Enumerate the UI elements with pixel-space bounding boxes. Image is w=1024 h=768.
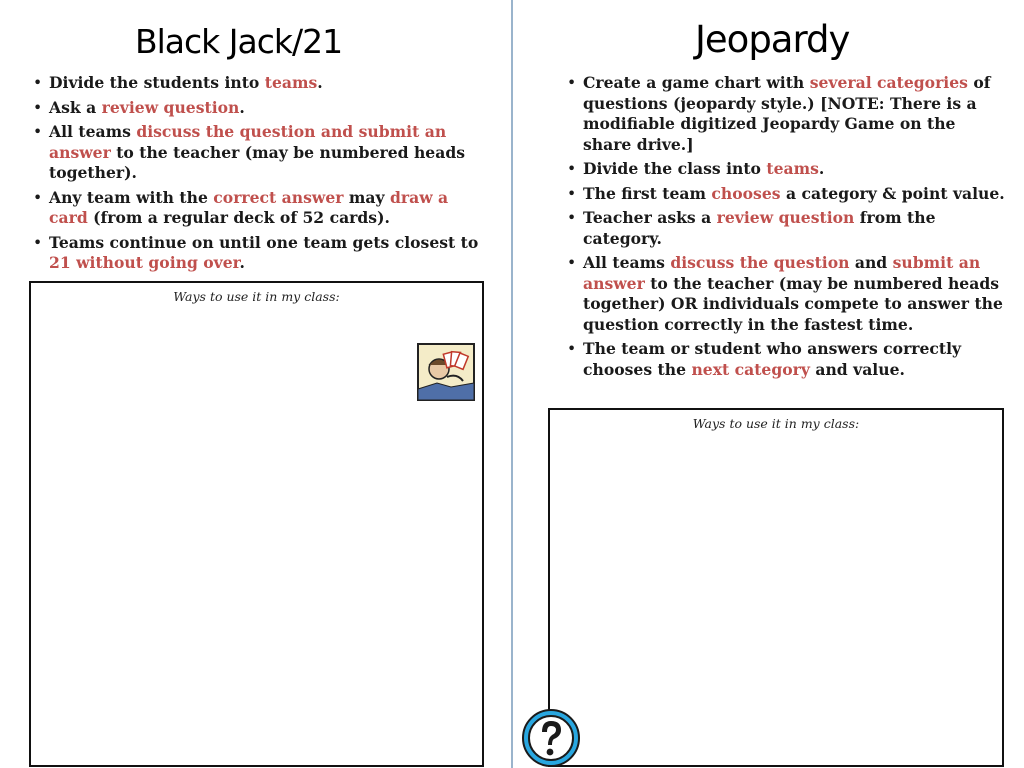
- jeopardy-title: Jeopardy: [695, 18, 850, 61]
- bullet-text: Teacher asks a: [583, 208, 717, 227]
- bullet-text: Divide the students into: [49, 73, 265, 92]
- instruction-bullet: [31, 188, 491, 229]
- bullet-text: .: [239, 253, 245, 272]
- bullet-text: Divide the class into: [583, 159, 767, 178]
- highlighted-phrase: chooses: [711, 183, 781, 203]
- instruction-bullet: [31, 73, 491, 94]
- playing-cards-clipart-icon: [417, 343, 475, 401]
- bullet-text: of questions (jeopardy style.) [NOTE: There is a modifiable digitized Jeopardy Game on the share drive.]: [583, 73, 991, 154]
- bullet-text: from the category.: [583, 208, 936, 248]
- jeopardy-instructions: [565, 73, 1005, 384]
- instruction-bullet: [565, 184, 1005, 205]
- bullet-text: All teams: [49, 122, 137, 141]
- highlighted-phrase: review question: [716, 208, 855, 227]
- bullet-text: .: [317, 73, 323, 92]
- instruction-bullet: [565, 73, 1005, 155]
- blackjack-notes-box[interactable]: [29, 281, 484, 767]
- bullet-text: .: [818, 159, 825, 178]
- jeopardy-notes-label: Ways to use it in my class:: [692, 416, 860, 431]
- bullet-text: All teams: [583, 253, 671, 272]
- bullet-text: (from a regular deck of 52 cards).: [87, 208, 390, 227]
- instruction-bullet: [565, 339, 1005, 380]
- question-mark-help-icon[interactable]: [521, 707, 581, 767]
- column-divider: [511, 0, 513, 768]
- instruction-bullet: [31, 122, 491, 184]
- bullet-text: Create a game chart with: [583, 73, 810, 92]
- instruction-bullet: [565, 253, 1005, 335]
- jeopardy-notes-box[interactable]: [548, 408, 1004, 767]
- bullet-text: The team or student who answers correctly chooses the: [583, 339, 962, 379]
- blackjack-title: Black Jack/21: [135, 22, 343, 61]
- highlighted-phrase: several categories: [809, 73, 968, 92]
- instruction-bullet: [565, 159, 1005, 180]
- blackjack-instructions: [31, 73, 491, 278]
- instruction-bullet: [565, 208, 1005, 249]
- highlighted-phrase: teams: [264, 73, 318, 92]
- bullet-text: Any team with the: [49, 187, 214, 207]
- highlighted-phrase: review question: [101, 97, 240, 117]
- highlighted-phrase: teams: [766, 159, 819, 178]
- highlighted-phrase: 21 without going over: [49, 253, 240, 272]
- bullet-text: to the teacher (may be numbered heads together) OR individuals compete to answer the question correctly in the fastest time.: [583, 273, 1003, 334]
- highlighted-phrase: submit an answer: [583, 253, 981, 293]
- highlighted-phrase: discuss the question: [670, 253, 850, 272]
- bullet-text: Teams continue on until one team gets closest to: [49, 232, 479, 252]
- bullet-text: may: [343, 187, 390, 207]
- highlighted-phrase: next category: [691, 359, 810, 379]
- bullet-text: The first team: [583, 183, 712, 203]
- bullet-text: and value.: [809, 359, 905, 379]
- bullet-text: and: [849, 253, 893, 272]
- highlighted-phrase: discuss the question and submit an answer: [49, 122, 447, 162]
- instruction-bullet: [31, 98, 491, 119]
- instruction-bullet: [31, 233, 491, 274]
- bullet-text: a category & point value.: [780, 183, 1005, 203]
- blackjack-notes-label: Ways to use it in my class:: [173, 289, 340, 304]
- bullet-text: .: [239, 97, 245, 117]
- bullet-text: to the teacher (may be numbered heads together).: [49, 142, 465, 182]
- bullet-text: Ask a: [49, 97, 102, 117]
- highlighted-phrase: draw a card: [49, 187, 449, 227]
- highlighted-phrase: correct answer: [213, 187, 344, 207]
